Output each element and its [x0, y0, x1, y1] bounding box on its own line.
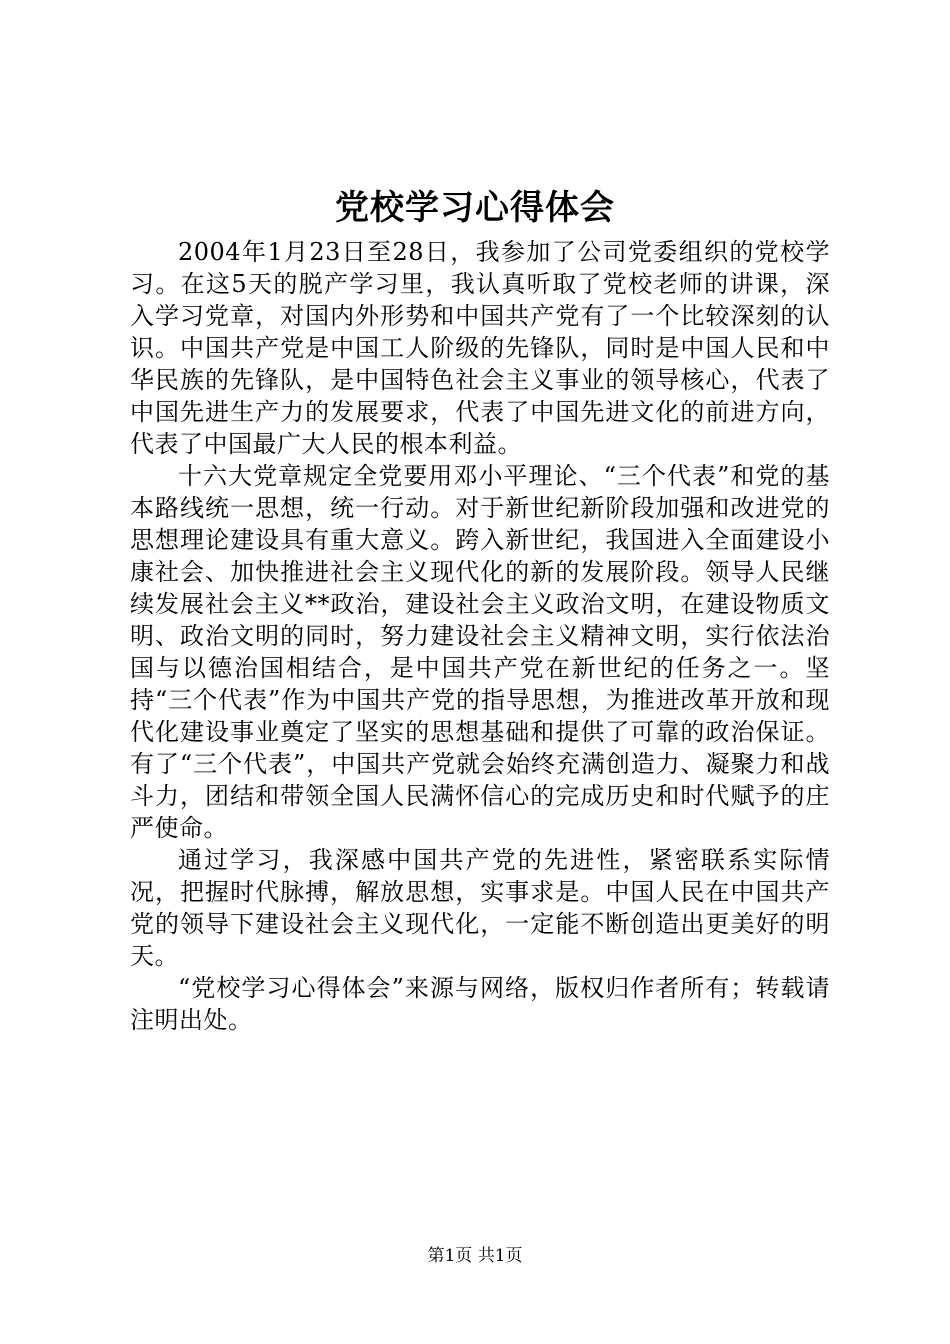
document-body	[130, 236, 830, 1036]
page-footer: 第1页 共1页	[427, 1246, 523, 1266]
document-title: 党校学习心得体会	[335, 188, 615, 228]
paragraph-3: 通过学习，我深感中国共产党的先进性，紧密联系实际情况，把握时代脉搏，解放思想，实事求是。中国人民在中国共产党的领导下建设社会主义现代化，一定能不断创造出更美好的明天。	[130, 846, 830, 970]
paragraph-2: 十六大党章规定全党要用邓小平理论、“三个代表”和党的基本路线统一思想，统一行动。对于新世纪新阶段加强和改进党的思想理论建设具有重大意义。跨入新世纪，我国进入全面建设小康社会、加快推进社会主义现代化的新的发展阶段。领导人民继续发展社会主义**政治，建设社会主义政治文明，在建设物质文明、政治文明的同时，努力建设社会主义精神文明，实行依法治国与以德治国相结合，是中国共产党在新世纪的任务之一。坚持“三个代表”作为中国共产党的指导思想，为推进改革开放和现代化建设事业奠定了坚实的思想基础和提供了可靠的政治保证。有了“三个代表”，中国共产党就会始终充满创造力、凝聚力和战斗力，团结和带领全国人民满怀信心的完成历史和时代赋予的庄严使命。	[130, 462, 830, 842]
paragraph-4: “党校学习心得体会”来源与网络，版权归作者所有；转载请注明出处。	[130, 974, 830, 1034]
paragraph-1: 2004年1月23日至28日，我参加了公司党委组织的党校学习。在这5天的脱产学习里，我认真听取了党校老师的讲课，深入学习党章，对国内外形势和中国共产党有了一个比较深刻的认识。中国共产党是中国工人阶级的先锋队，同时是中国人民和中华民族的先锋队，是中国特色社会主义事业的领导核心，代表了中国先进生产力的发展要求，代表了中国先进文化的前进方向，代表了中国最广大人民的根本利益。	[130, 238, 830, 458]
